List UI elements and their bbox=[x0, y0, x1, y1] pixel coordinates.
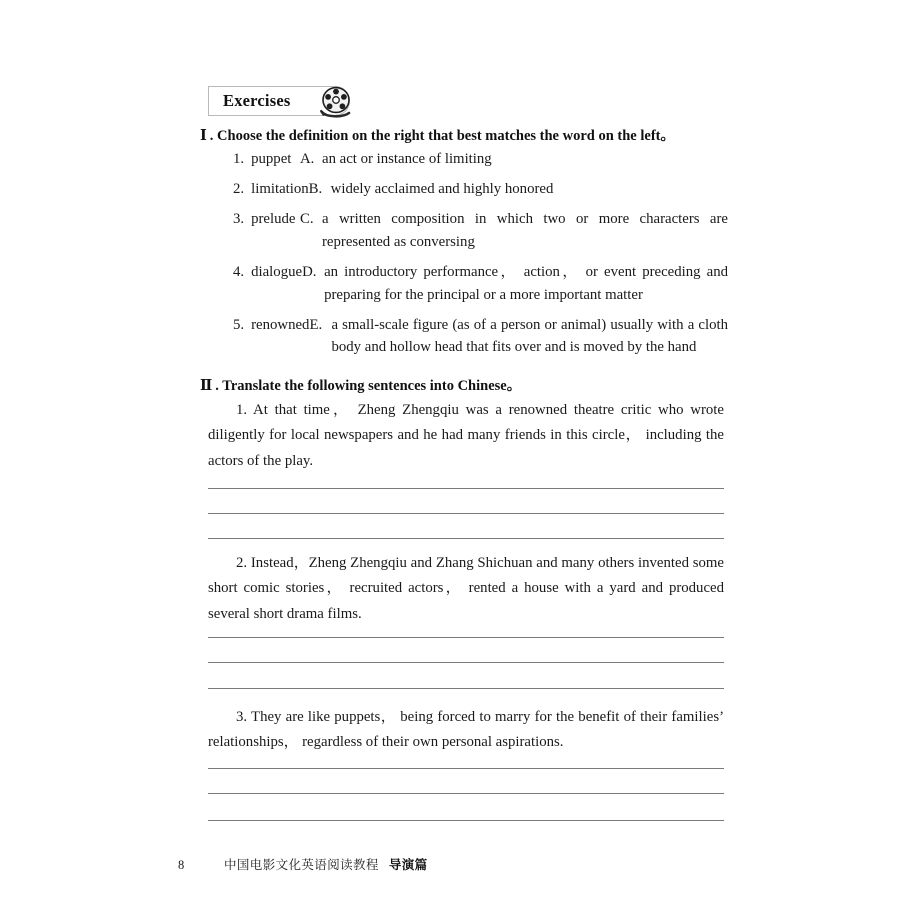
match-definition: a written composition in which two or more characters are represented as conversing bbox=[322, 210, 728, 250]
answer-line[interactable] bbox=[208, 538, 724, 539]
matching-exercise-list bbox=[208, 148, 728, 366]
match-row bbox=[208, 148, 728, 171]
answer-line[interactable] bbox=[208, 768, 724, 769]
translation-sentence-2: 2. Instead，Zheng Zhengqiu and Zhang Shichuan and many others invented some short comic stories， recruited actors， rented a house with a yard and produced several short drama films. bbox=[208, 555, 724, 622]
answer-line[interactable] bbox=[208, 488, 724, 489]
match-letter: B. bbox=[308, 180, 323, 197]
answer-line[interactable] bbox=[208, 662, 724, 663]
answer-line[interactable] bbox=[208, 793, 724, 794]
section-separator-1: . bbox=[209, 128, 214, 144]
match-definition-cell bbox=[302, 261, 728, 307]
match-number: 4. bbox=[233, 263, 245, 280]
translation-sentence-1: 1. At that time， Zheng Zhengqiu was a renowned theatre critic who wrote diligently for local newspapers and he had many friends in this circle， including the actors of the play. bbox=[208, 402, 724, 469]
match-number: 5. bbox=[233, 316, 245, 333]
exercises-label: Exercises bbox=[223, 91, 291, 110]
film-reel-icon bbox=[318, 85, 354, 119]
match-letter: D. bbox=[302, 263, 317, 280]
match-definition: widely acclaimed and highly honored bbox=[330, 180, 554, 197]
chapter-name: 导演篇 bbox=[388, 857, 428, 872]
page-number: 8 bbox=[178, 858, 185, 872]
match-word: dialogue bbox=[251, 263, 303, 280]
section-title-2: Translate the following sentences into Chinese。 bbox=[222, 378, 522, 394]
match-word-cell bbox=[208, 178, 309, 201]
match-row bbox=[208, 261, 728, 307]
page-footer bbox=[178, 855, 428, 873]
match-word-cell bbox=[208, 314, 309, 337]
section-heading-1 bbox=[200, 124, 675, 145]
match-definition: an act or instance of limiting bbox=[322, 151, 492, 167]
answer-line[interactable] bbox=[208, 820, 724, 821]
match-definition-cell bbox=[300, 208, 728, 254]
match-word: limitation bbox=[251, 180, 309, 197]
match-word: puppet bbox=[251, 151, 292, 167]
match-letter: E. bbox=[309, 316, 323, 333]
match-definition: a small-scale figure (as of a person or animal) usually with a cloth body and hollow head that fits over and is moved by the hand bbox=[331, 316, 728, 356]
match-definition-cell bbox=[309, 314, 728, 360]
match-number: 1. bbox=[233, 151, 245, 167]
book-title: 中国电影文化英语阅读教程 bbox=[224, 857, 379, 872]
match-number: 2. bbox=[233, 180, 245, 197]
match-word-cell bbox=[208, 208, 300, 231]
match-word: renowned bbox=[251, 316, 310, 333]
match-letter: C. bbox=[300, 210, 314, 227]
match-word: prelude bbox=[251, 210, 296, 227]
match-letter: A. bbox=[300, 151, 315, 167]
answer-line[interactable] bbox=[208, 688, 724, 689]
match-word-cell bbox=[208, 261, 302, 284]
answer-line[interactable] bbox=[208, 637, 724, 638]
section-heading-2 bbox=[200, 374, 521, 395]
section-separator-2: . bbox=[215, 378, 219, 394]
section-numeral-1: Ⅰ bbox=[200, 128, 207, 144]
answer-line[interactable] bbox=[208, 513, 724, 514]
match-definition-cell bbox=[309, 178, 728, 201]
match-definition-cell bbox=[300, 148, 728, 171]
section-numeral-2: Ⅱ bbox=[200, 378, 213, 394]
match-number: 3. bbox=[233, 210, 245, 227]
match-row bbox=[208, 178, 728, 201]
match-row bbox=[208, 314, 728, 360]
match-word-cell bbox=[208, 148, 300, 171]
translation-sentence-3: 3. They are like puppets， being forced to marry for the benefit of their families’ relationships， regardless of their own personal aspirations. bbox=[208, 709, 724, 751]
match-row bbox=[208, 208, 728, 254]
section-title-1: Choose the definition on the right that best matches the word on the left。 bbox=[217, 128, 675, 144]
match-definition: an introductory performance， action， or event preceding and preparing for the principal or a more important matter bbox=[324, 263, 728, 303]
